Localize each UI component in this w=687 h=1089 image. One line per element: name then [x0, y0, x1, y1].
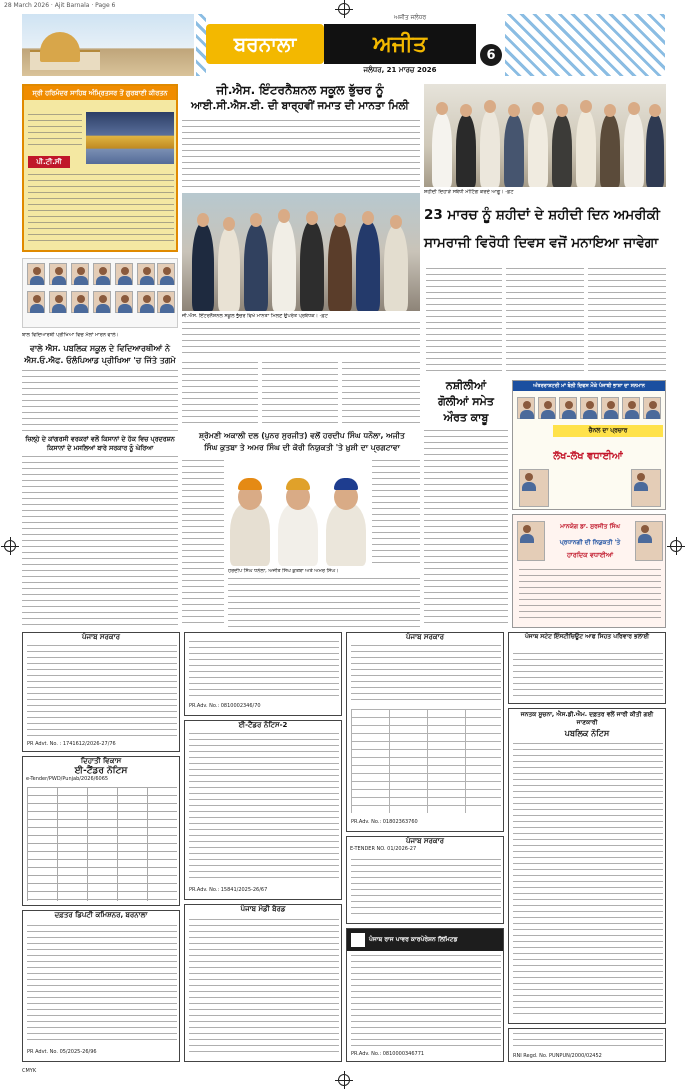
akali-headline-1: ਸ਼੍ਰੋਮਣੀ ਅਕਾਲੀ ਦਲ (ਪੁਨਰ ਸੁਰਜੀਤ) ਵਲੋਂ ਹਰਦੀਪ ਸਿੰਘ ਧਨੌਲਾ, ਅਜੀਤ — [199, 431, 405, 440]
akali-photo-caption: ਹਰਦੀਪ ਸਿੰਘ ਧਨੌਲਾ, ਅਜੀਤ ਸਿੰਘ ਕੁਤਬਾ ਅਤੇ ਅਮਰ ਸਿੰਘ। — [228, 568, 339, 574]
promotion-ad — [512, 514, 666, 628]
deputy-office-title: ਦਫ਼ਤਰ ਡਿਪਟੀ ਕਮਿਸ਼ਨਰ, ਬਰਨਾਲਾ — [54, 911, 148, 919]
mandi-board-notice — [184, 904, 342, 1062]
ad-title: ਸ੍ਰੀ ਹਰਿਮੰਦਰ ਸਾਹਿਬ ਅੰਮ੍ਰਿਤਸਰ ਤੋਂ ਗੁਰਬਾਣੀ ਕੀਰਤਨ — [24, 86, 176, 100]
institute-notice — [508, 632, 666, 704]
etender-notice-1 — [22, 756, 180, 906]
rni-box — [508, 1028, 666, 1062]
march-body-col3 — [588, 268, 666, 376]
right-photo-caption: ਸ਼ਹੀਦੀ ਦਿਹਾੜੇ ਸਬੰਧੀ ਮੀਟਿੰਗ ਕਰਦੇ ਆਗੂ। -ਫ਼ੋਟੋ — [424, 189, 514, 195]
masthead-pattern-left — [196, 14, 206, 76]
pr-number-5: PR.Adv. No.: 0810000346771 — [351, 1051, 425, 1057]
logo-ajit: ਅਜੀਤ — [324, 24, 476, 64]
left-mid-headline-1: ਜ਼ਿਲ੍ਹੇ ਦੇ ਕਾਂਗਰਸੀ ਵਰਕਰਾਂ ਵਲੋਂ ਕਿਸਾਨਾਂ ਦੇ ਹੱਕ ਵਿਚ ਪ੍ਰਦਰਸ਼ਨ — [25, 436, 175, 443]
pr-number-3: PR.Adv. No.: 01802363760 — [351, 819, 418, 825]
rni-number: RNI Regd. No. PUNPUN/2000/02452 — [513, 1053, 602, 1059]
students-headline-2: ਐਸ.ਓ.ਐਫ. ਓਲੰਪਿਆਡ ਪ੍ਰੀਖਿਆ 'ਚ ਜਿੱਤੇ ਤਗਮੇ — [24, 356, 176, 365]
akali-body-bottom — [228, 578, 420, 628]
mid-col-text-1 — [182, 362, 258, 426]
etender-ref: E-TENDER NO. 01/2026-27 — [350, 846, 417, 852]
tender1-title: ਈ-ਟੈਂਡਰ ਨੋਟਿਸ — [74, 766, 128, 776]
greetings-ad — [512, 380, 666, 510]
public-notice — [508, 708, 666, 1024]
lead-body-text-2 — [182, 322, 420, 358]
left-mid-headline-2: ਕਿਸਾਨਾਂ ਦੇ ਮਸਲਿਆਂ ਬਾਰੇ ਸਰਕਾਰ ਨੂੰ ਘੇਰਿਆ — [46, 445, 154, 452]
greetings-banner: ਅੰਤਰਰਾਸ਼ਟਰੀ ਮਾਂ ਬੋਲੀ ਦਿਵਸ ਮੌਕੇ ਪੰਜਾਬੀ ਭਾਸ਼ਾ ਦਾ ਸਨਮਾਨ — [513, 381, 665, 391]
brand-small: ਅਜੀਤ ਜਲੰਧਰ — [394, 14, 427, 21]
drugs-headline-3: ਔਰਤ ਕਾਬੂ — [443, 411, 489, 424]
deputy-commissioner-notice — [22, 910, 180, 1062]
students-body-text — [22, 370, 178, 432]
etender-notice-3 — [346, 836, 504, 924]
right-meeting-photo — [424, 84, 666, 187]
notice-2-title: ਪੰਜਾਬ ਸਰਕਾਰ — [405, 633, 444, 641]
drugs-headline-2: ਗੋਲੀਆਂ ਸਮੇਤ — [438, 395, 494, 408]
institute-title: ਪੰਜਾਬ ਸਟੇਟ ਇੰਸਟੀਚਿਊਟ ਆਫ ਸਿਹਤ ਪਰਿਵਾਰ ਭਲਾਈ — [524, 633, 650, 640]
march-body-col1 — [426, 268, 502, 376]
pr-number-1: PR Advt. No. : 1741612/2026-27/76 — [27, 741, 116, 747]
power-corp-header — [347, 929, 503, 951]
march-headline-2: ਸਾਮਰਾਜੀ ਵਿਰੋਧੀ ਦਿਵਸ ਵਜੋਂ ਮਨਾਇਆ ਜਾਵੇਗਾ — [424, 235, 659, 251]
mid-col-text-3 — [342, 362, 420, 426]
akali-photos — [228, 470, 368, 566]
ad-schedule-lines — [28, 174, 174, 246]
lead-group-photo — [182, 193, 420, 311]
greetings-congrats: ਲੱਖ-ਲੱਖ ਵਧਾਈਆਂ — [553, 451, 623, 462]
students-photo-block — [22, 258, 178, 328]
channel-badge: ਪੀ.ਟੀ.ਸੀ — [28, 156, 70, 168]
students-headline-1: ਵਾਲੇ ਐਸ. ਪਬਲਿਕ ਸਕੂਲ ਦੇ ਵਿਦਿਆਰਥੀਆਂ ਨੇ — [29, 344, 171, 353]
masthead-pattern-right — [505, 14, 665, 76]
golden-temple-photo — [86, 112, 174, 164]
etender-notice-2 — [184, 720, 342, 900]
drugs-body — [424, 430, 508, 628]
rural-dev-title: ਦਿਹਾਤੀ ਵਿਕਾਸ — [80, 757, 122, 765]
logo-city: ਬਰਨਾਲਾ — [206, 24, 324, 64]
punjab-govt-notice-2 — [346, 632, 504, 832]
march-headline-1: 23 ਮਾਰਚ ਨੂੰ ਸ਼ਹੀਦਾਂ ਦੇ ਸ਼ਹੀਦੀ ਦਿਨ ਅਮਰੀਕੀ — [424, 207, 660, 223]
tender2-title: ਈ-ਟੈਂਡਰ ਨੋਟਿਸ-2 — [238, 721, 288, 729]
power-corp-notice — [346, 928, 504, 1062]
greetings-promo: ਚੈਨਲ ਦਾ ਪ੍ਰਚਾਰ — [553, 425, 663, 437]
registration-mark-right — [670, 540, 682, 552]
left-mid-body — [22, 456, 178, 626]
pr-number-4: PR.Adv. No.: 15841/2025-26/67 — [189, 887, 268, 893]
lead-photo-caption: ਜੀ.ਐਸ. ਇੰਟਰਨੈਸ਼ਨਲ ਸਕੂਲ ਭੁੱਚਰ ਵਿਖੇ ਮਾਨਤਾ ਮਿਲਣ ਉਪਰੰਤ ਪ੍ਰਬੰਧਕ। -ਫ਼ੋਟੋ — [182, 313, 328, 319]
punjab-govt-notice-1 — [22, 632, 180, 752]
death-notice — [184, 632, 342, 716]
lead-headline-2: ਆਈ.ਸੀ.ਐਸ.ਈ. ਦੀ ਬਾਰ੍ਹਵੀਂ ਜਮਾਤ ਦੀ ਮਾਨਤਾ ਮਿਲੀ — [191, 100, 409, 112]
notice-1-title: ਪੰਜਾਬ ਸਰਕਾਰ — [81, 633, 120, 641]
lead-body-text — [182, 120, 420, 190]
akali-body-left — [182, 460, 224, 628]
tender1-ref: e-Tender/PWD/Punjab/2026/6065 — [26, 776, 109, 782]
public-notice-title: ਪਬਲਿਕ ਨੋਟਿਸ — [564, 729, 610, 738]
promo-line-1: ਮਾਨਯੋਗ ਡਾ. ਸੁਰਜੀਤ ਸਿੰਘ — [560, 523, 620, 530]
drugs-headline-1: ਨਸ਼ੀਲੀਆਂ — [445, 379, 487, 392]
print-meta-strip: 28 March 2026 · Ajit Barnala · Page 6 — [4, 2, 116, 9]
lead-headline-1: ਜੀ.ਐਸ. ਇੰਟਰਨੈਸ਼ਨਲ ਸਕੂਲ ਭੁੱਚਰ ਨੂੰ — [216, 83, 384, 97]
masthead-logo — [206, 14, 476, 76]
page-number: 6 — [480, 44, 502, 66]
gurbani-kirtan-ad — [22, 84, 178, 252]
registration-mark-bottom — [338, 1074, 350, 1086]
power-corp-title: ਪੰਜਾਬ ਰਾਜ ਪਾਵਰ ਕਾਰਪੋਰੇਸ਼ਨ ਲਿਮਿਟਡ — [369, 936, 458, 943]
footer-cmyk: CMYK — [22, 1068, 37, 1074]
public-notice-heading: ਜਨਤਕ ਸੂਚਨਾ, ਐਸ.ਡੀ.ਐਮ. ਦਫ਼ਤਰ ਵਲੋਂ ਜਾਰੀ ਕੀਤੀ ਗਈ ਜਾਣਕਾਰੀ — [520, 711, 654, 726]
mandi-board-title: ਪੰਜਾਬ ਮੰਡੀ ਬੋਰਡ — [240, 905, 286, 913]
issue-date: ਜਲੰਧਰ, 21 ਮਾਰਚ 2026 — [363, 66, 437, 74]
pr-number-2: PR.Adv. No.: 0810002346/70 — [189, 703, 261, 709]
mid-col-text-2 — [262, 362, 338, 426]
pr-number-6: PR Advt. No. 05/2025-26/96 — [27, 1049, 97, 1055]
notice-3-title: ਪੰਜਾਬ ਸਰਕਾਰ — [405, 837, 444, 845]
akali-headline-2: ਸਿੰਘ ਕੁਤਬਾ ਤੇ ਅਮਰ ਸਿੰਘ ਦੀ ਕੋਰੀ ਨਿਯੁਕਤੀ 'ਤੇ ਖ਼ੁਸ਼ੀ ਦਾ ਪ੍ਰਗਟਾਵਾ — [204, 443, 400, 452]
masthead-photo — [22, 14, 194, 76]
power-corp-logo-icon — [351, 933, 365, 947]
registration-mark-left — [4, 540, 16, 552]
promo-line-2: ਪ੍ਰਧਾਨਗੀ ਦੀ ਨਿਯੁਕਤੀ 'ਤੇ — [559, 539, 621, 546]
students-caption: ਬਾਲ ਵਿਦਿਆਰਥੀ ਪ੍ਰੀਖਿਆ ਵਿਚ ਮੱਲਾਂ ਮਾਰਨ ਵਾਲੇ। — [22, 332, 119, 338]
promo-line-3: ਹਾਰਦਿਕ ਵਧਾਈਆਂ — [566, 551, 614, 559]
march-body-col2 — [506, 268, 584, 376]
akali-body-right — [372, 460, 420, 566]
ad-text-lines — [28, 114, 82, 148]
